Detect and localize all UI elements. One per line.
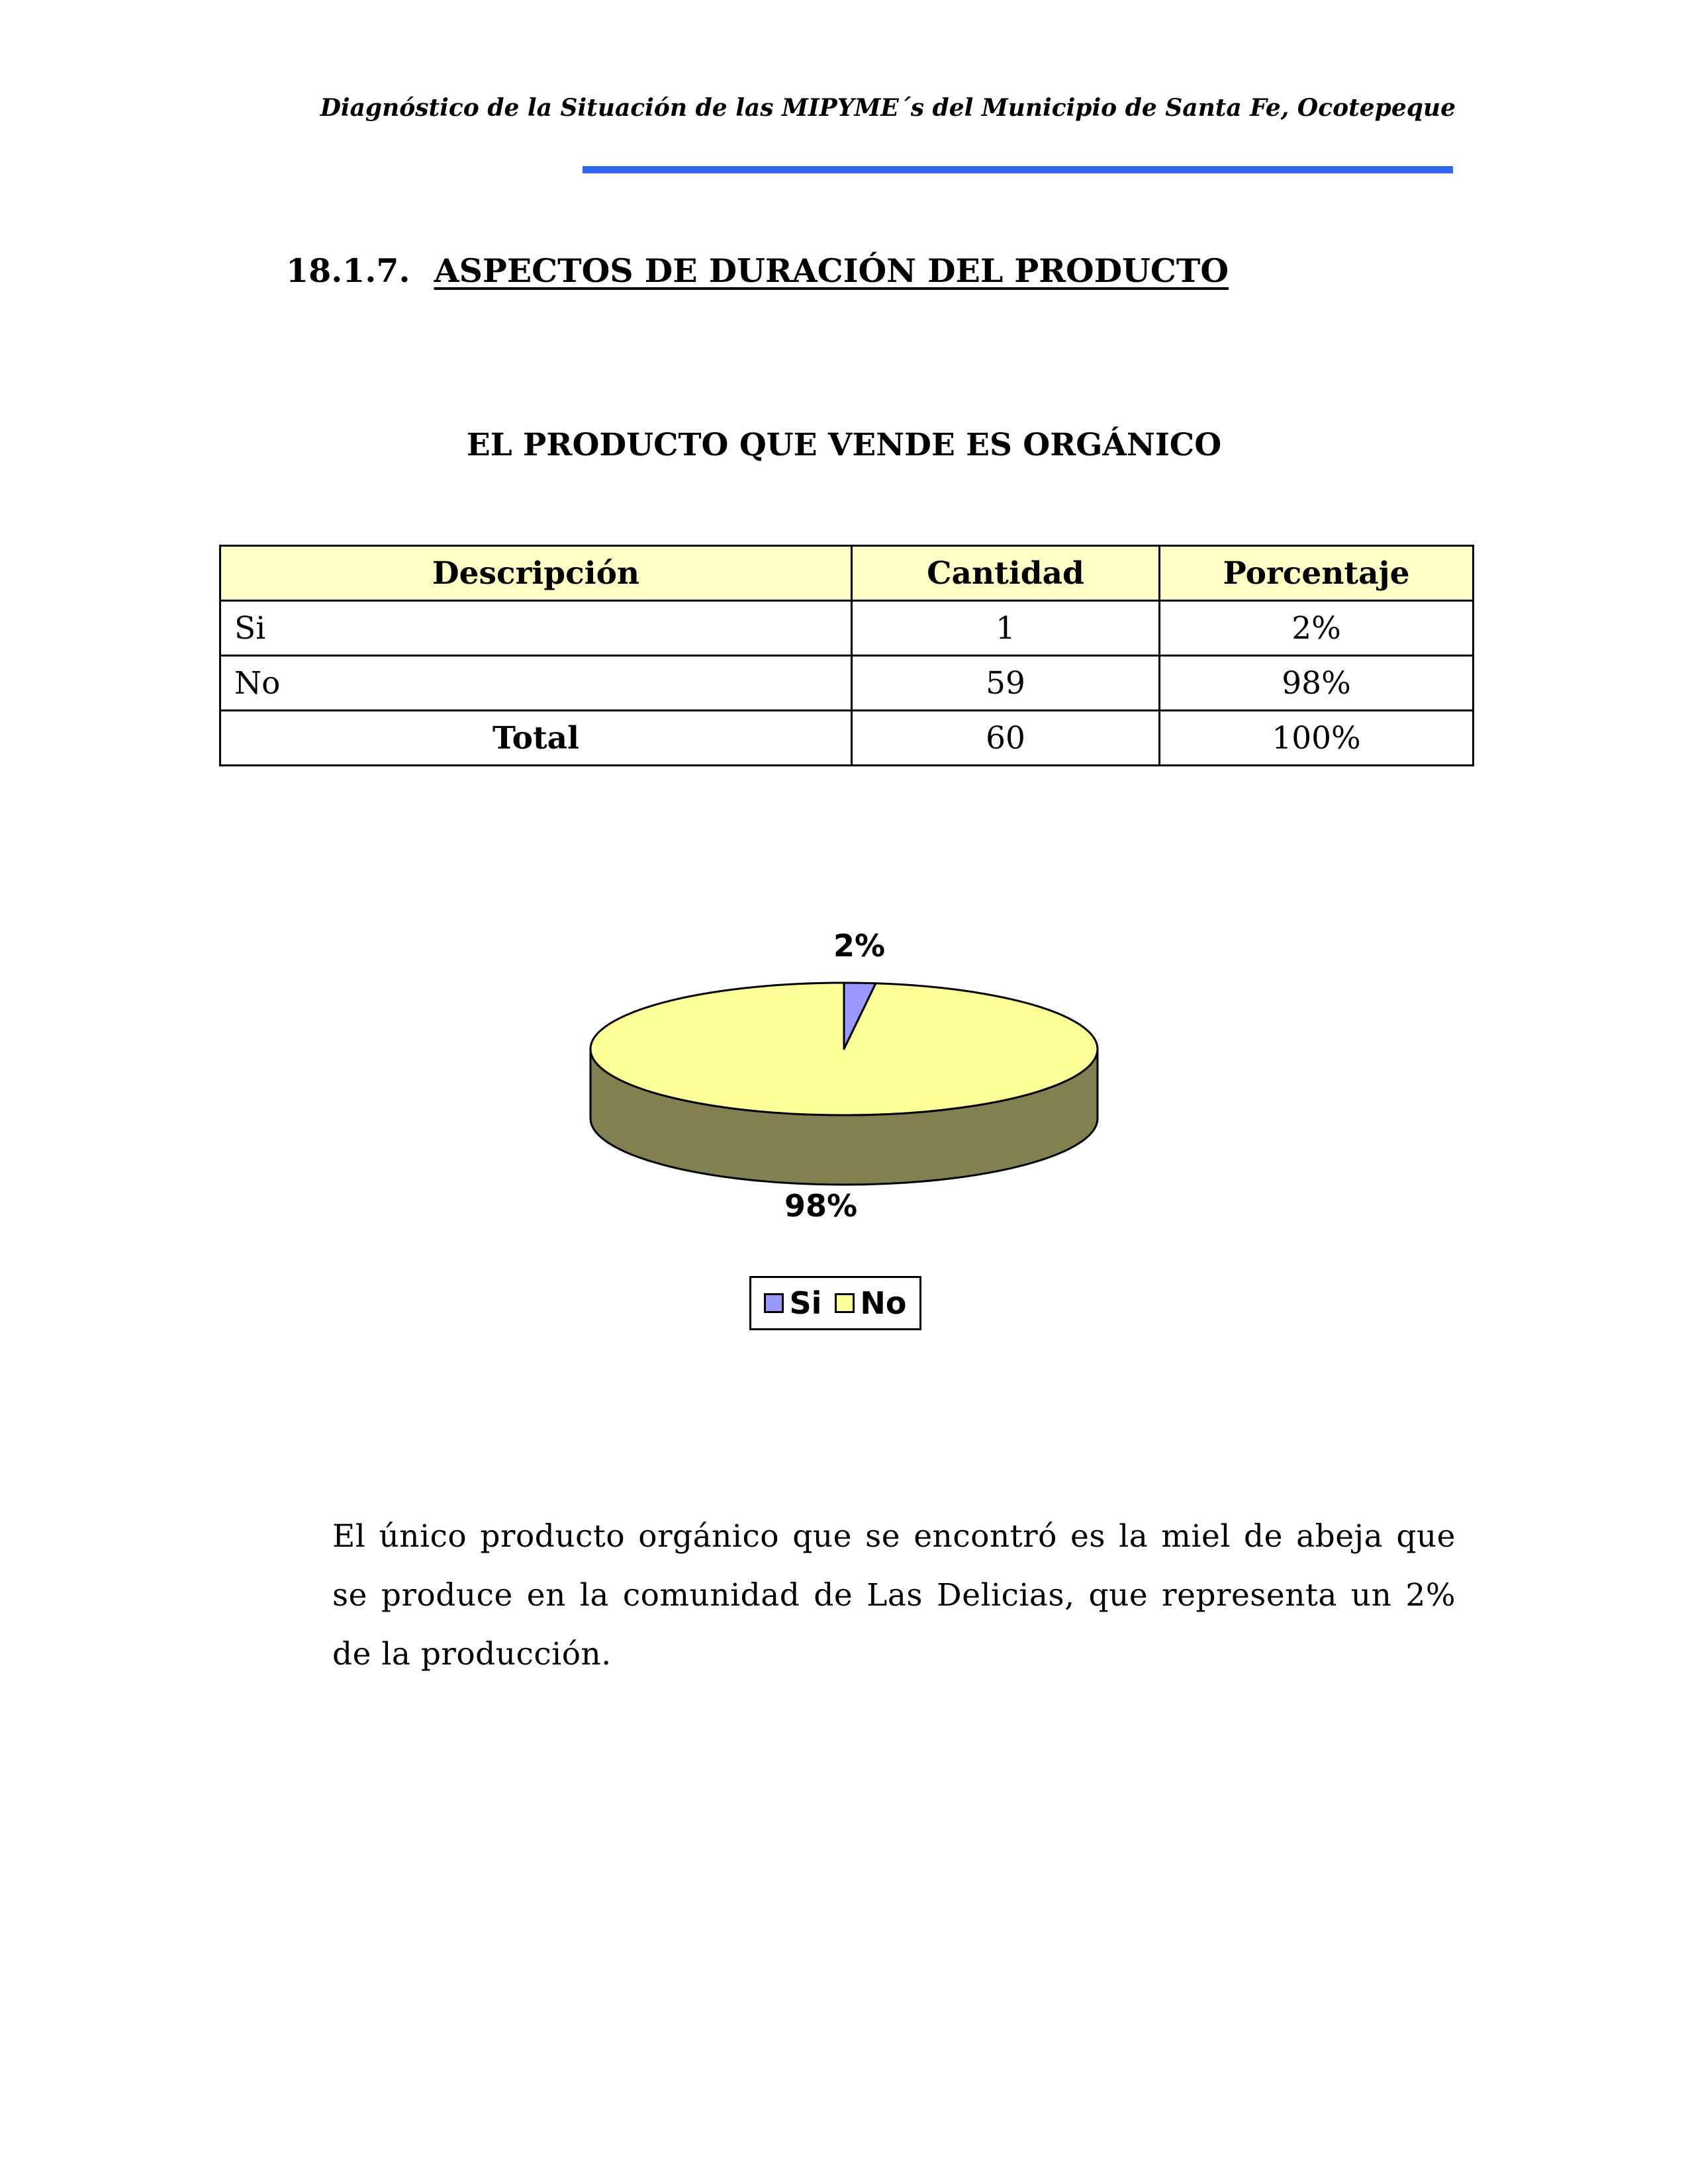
legend-label-si: Si xyxy=(789,1285,822,1321)
cell-porcentaje: 2% xyxy=(1160,601,1474,656)
legend-swatch-si xyxy=(764,1293,784,1313)
section-title: ASPECTOS DE DURACIÓN DEL PRODUCTO xyxy=(434,251,1229,290)
pie-slice-no xyxy=(590,983,1098,1115)
chart-legend xyxy=(749,1276,921,1330)
body-paragraph: El único producto orgánico que se encontró es la miel de abeja que se produce en la comunidad de Las Delicias, que representa un 2% de la producción. xyxy=(332,1518,1456,1672)
table-row xyxy=(220,656,1474,711)
cell-porcentaje: 98% xyxy=(1160,656,1474,711)
header-descripcion: Descripción xyxy=(220,546,852,601)
legend-label-no: No xyxy=(860,1285,907,1321)
section-number: 18.1.7. xyxy=(286,251,410,290)
cell-total-label: Total xyxy=(220,711,852,766)
cell-cantidad: 1 xyxy=(852,601,1160,656)
table-header-row xyxy=(220,546,1474,601)
data-label-si: 2% xyxy=(833,928,886,964)
section-heading xyxy=(286,251,1229,290)
header-porcentaje: Porcentaje xyxy=(1160,546,1474,601)
header-cantidad: Cantidad xyxy=(852,546,1160,601)
header-rule xyxy=(583,166,1453,173)
cell-total-cantidad: 60 xyxy=(852,711,1160,766)
legend-item-no xyxy=(835,1285,906,1321)
cell-cantidad: 59 xyxy=(852,656,1160,711)
table-title: EL PRODUCTO QUE VENDE ES ORGÁNICO xyxy=(466,427,1222,463)
legend-item-si xyxy=(764,1285,821,1321)
table-row xyxy=(220,601,1474,656)
legend-swatch-no xyxy=(835,1293,855,1313)
cell-descripcion: Si xyxy=(220,601,852,656)
table-total-row xyxy=(220,711,1474,766)
cell-total-porcentaje: 100% xyxy=(1160,711,1474,766)
pie-slice-si xyxy=(844,983,876,1049)
running-header: Diagnóstico de la Situación de las MIPYME´s del Municipio de Santa Fe, Ocotepeque xyxy=(320,94,1456,122)
pie-side-no xyxy=(590,1049,1098,1185)
data-label-no: 98% xyxy=(784,1188,858,1224)
cell-descripcion: No xyxy=(220,656,852,711)
data-table xyxy=(219,545,1474,766)
